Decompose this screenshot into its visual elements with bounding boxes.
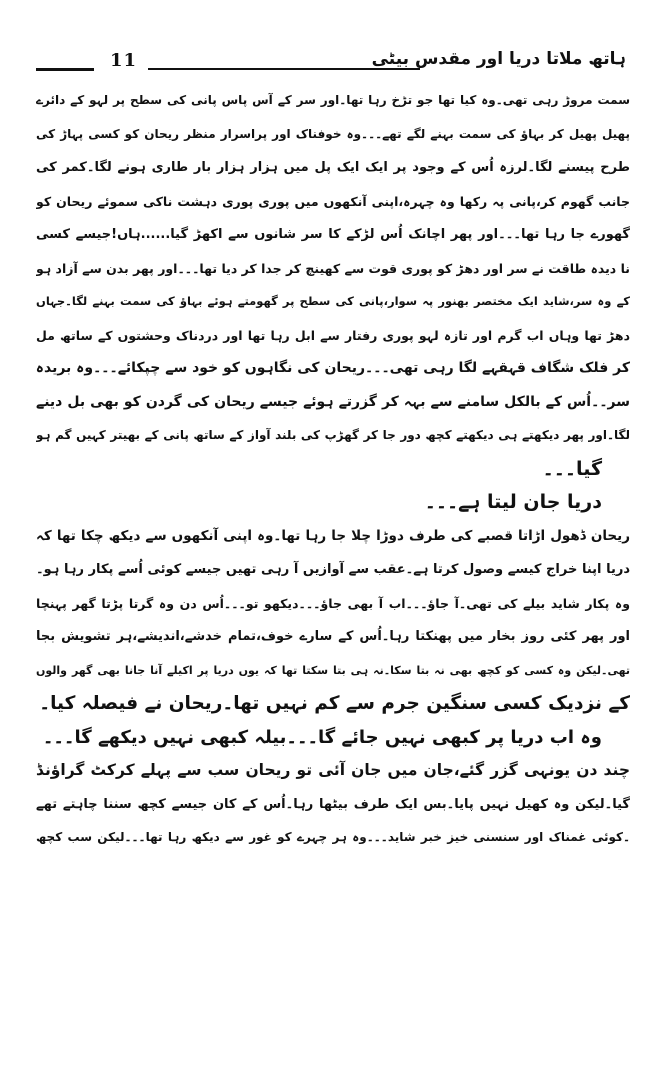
text-line: دھڑ تھا وہاں اب گرم اور تازہ لہو پوری رفتار سے ابل رہا تھا اور دردناک وحشتوں کے ساتھ مل bbox=[36, 327, 630, 343]
page-number: 11 bbox=[110, 50, 138, 71]
text-line: گھورے جا رہا تھا۔۔۔اور پھر اچانک اُس لڑکے کا سر شانوں سے اکھڑ گیا......ہاں!جیسے کسی bbox=[36, 227, 630, 242]
text-line: لگا۔اور پھر دیکھتے ہی دیکھتے کچھ دور جا کر گھڑپ کی بلند آواز کے ساتھ پانی کے بھیتر کہیں گم ہو bbox=[36, 428, 630, 442]
text-line: سر۔۔اُس کے بالکل سامنے سے بہہ کر گزرتے ہوئے جیسے ریحان کی گردن کو بھی بل دینے bbox=[36, 393, 630, 410]
text-line: تھی۔لیکن وہ کسی کو کچھ بھی نہ بتا سکا۔نہ ہی بتا سکتا تھا کہ یوں دریا پر اکیلے آنا جانا بھی گھر والوں bbox=[36, 663, 630, 677]
text-line: ریحان ڈھول اڑاتا قصبے کی طرف دوڑا چلا جا رہا تھا۔وہ اپنی آنکھوں سے دیکھ چکا تھا کہ bbox=[36, 527, 630, 544]
text-line: پھیل پھیل کر بہاؤ کی سمت بہنے لگے تھے۔۔۔وہ خوفناک اور پراسرار منظر ریحان کو کسی پہاڑ کی bbox=[36, 126, 630, 141]
text-line: ۔کوئی غمناک اور سنسنی خیز خبر شاید۔۔۔وہ ہر چہرے کو غور سے دیکھ رہا تھا۔۔۔لیکن سب کچھ bbox=[36, 830, 630, 844]
body-text bbox=[36, 84, 630, 855]
text-line: اور پھر کئی روز بخار میں پھنکتا رہا۔اُس کے سارے خوف،تمام خدشے،اندیشے،ہر تشویش بجا bbox=[36, 629, 630, 644]
text-line: وہ پکار شاید بیلے کی تھی۔آ جاؤ۔۔۔اب آ بھی جاؤ۔۔۔دیکھو تو۔۔۔اُس دن وہ گرتا پڑتا گھر پہنچا bbox=[36, 595, 630, 611]
text-line: دریا اپنا خراج کیسے وصول کرتا ہے۔عقب سے آوازیں آ رہی تھیں جیسے کوئی اُسے پکار رہا ہو۔ bbox=[36, 562, 630, 577]
text-line: طرح پیسنے لگا۔لرزہ اُس کے وجود پر ایک ایک پل میں ہزار ہزار بار طاری ہونے لگا۔کمر کی bbox=[36, 160, 630, 175]
text-line: چند دن یونہی گزر گئے،جان میں جان آئی تو ریحان سب سے پہلے کرکٹ گراؤنڈ bbox=[36, 761, 630, 779]
text-line: گیا۔۔۔ bbox=[542, 457, 602, 480]
text-line: گیا۔لیکن وہ کھیل نہیں پایا۔بس ایک طرف بیٹھا رہا۔اُس کے کان جیسے کچھ سننا چاہتے تھے bbox=[36, 796, 630, 812]
text-line: جانب گھوم کر،پانی پہ رکھا وہ چہرہ،اپنی آنکھوں میں پوری پوری دہشت ناکی سموئے ریحان کو bbox=[36, 193, 630, 209]
text-line: کر فلک شگاف قہقہے لگا رہی تھی۔۔۔ریحان کی نگاہوں کو خود سے چپکائے۔۔۔وہ بریدہ bbox=[36, 360, 630, 376]
text-line: سمت مروڑ رہی تھی۔وہ کیا تھا جو تڑخ رہا تھا۔اور سر کے آس پاس پانی کی سطح پر لہو کے دائرے bbox=[36, 93, 630, 107]
text-line: نا دیدہ طاقت نے سر اور دھڑ کو پوری قوت سے کھینچ کر جدا کر دیا تھا۔۔۔اور پھر بدن سے آزاد ہو bbox=[36, 260, 630, 276]
running-title: ہاتھ ملاتا دریا اور مقدس بیٹی bbox=[371, 49, 626, 69]
text-line: وہ اب دریا پر کبھی نہیں جائے گا۔۔۔بیلہ کبھی نہیں دیکھے گا۔۔۔ bbox=[42, 726, 602, 748]
text-line: کے وہ سر،شاید ایک مختصر بھنور پہ سوار،پانی کی سطح پر گھومتے ہوئے بہاؤ کی سمت بہنے لگا۔جہاں bbox=[36, 294, 630, 308]
header-rule-left bbox=[36, 68, 94, 71]
text-line: دریا جان لیتا ہے۔۔۔ bbox=[424, 491, 602, 513]
text-line: کے نزدیک کسی سنگین جرم سے کم نہیں تھا۔ریحان نے فیصلہ کیا۔ bbox=[39, 693, 630, 714]
page-header bbox=[36, 48, 626, 78]
